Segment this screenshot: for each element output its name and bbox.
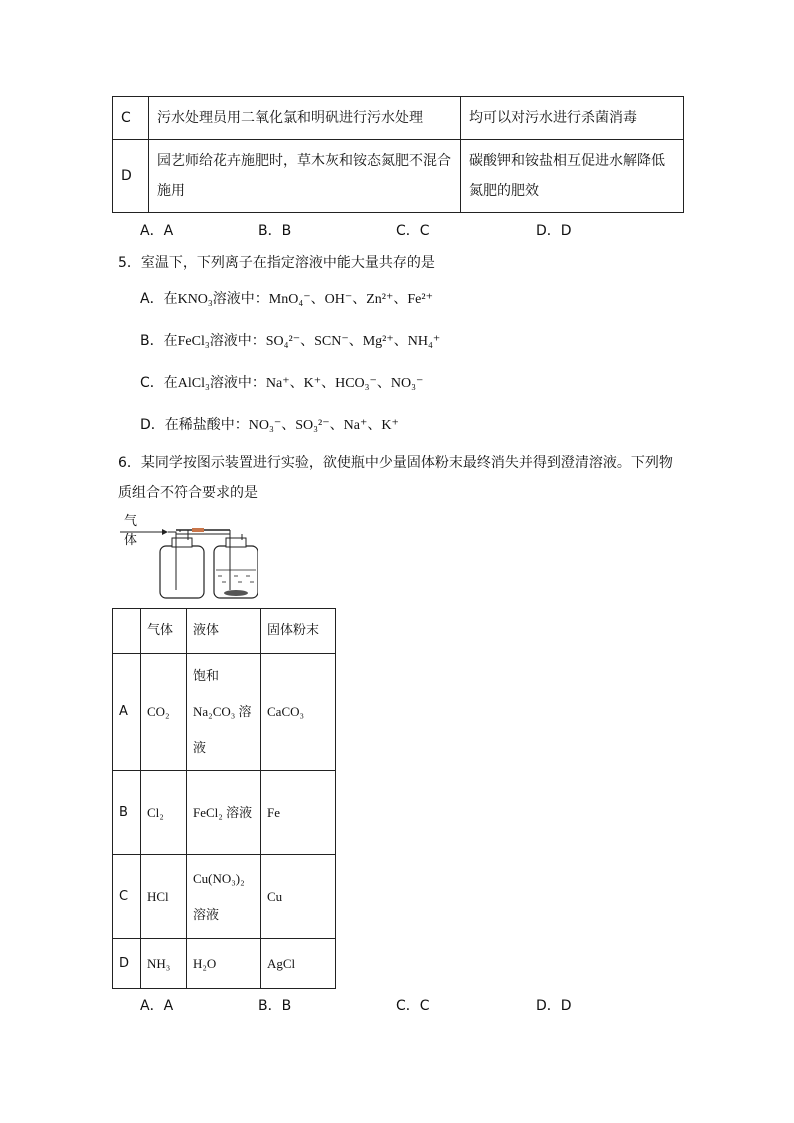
application-table [112, 96, 684, 213]
row-description: 污水处理员用二氧化氯和明矾进行污水处理 [149, 97, 461, 140]
choice-d[interactable]: D．D [536, 223, 572, 239]
q6-stem-line1: 6．某同学按图示装置进行实验，欲使瓶中少量固体粉末最终消失并得到澄清溶液。下列物 [118, 455, 673, 471]
reagent-table [112, 608, 336, 989]
choice-a[interactable]: A．A [140, 223, 174, 239]
choice-b[interactable]: B．B [258, 998, 292, 1014]
row-reason: 均可以对污水进行杀菌消毒 [461, 97, 684, 140]
q5-option-a[interactable]: A．在KNO₃溶液中：MnO₄⁻、OH⁻、Zn²⁺、Fe²⁺ [140, 291, 433, 307]
table-row [113, 97, 684, 140]
row-description: 园艺师给花卉施肥时，草木灰和铵态氮肥不混合施用 [149, 140, 461, 213]
header-liquid: 液体 [187, 609, 261, 654]
row-label: D [113, 140, 149, 213]
row-reason: 碳酸钾和铵盐相互促进水解降低氮肥的肥效 [461, 140, 684, 213]
header-solid: 固体粉末 [261, 609, 336, 654]
gas-label: 气体 [124, 514, 138, 548]
q6-stem-line2: 质组合不符合要求的是 [118, 485, 258, 501]
table-row: B Cl₂ FeCl₂ 溶液 Fe [113, 771, 336, 855]
table-row: C HCl Cu(NO₃)₂ 溶液 Cu [113, 855, 336, 939]
q5-stem: 5．室温下，下列离子在指定溶液中能大量共存的是 [118, 255, 435, 271]
q5-option-c[interactable]: C．在AlCl₃溶液中：Na⁺、K⁺、HCO₃⁻、NO₃⁻ [140, 375, 424, 391]
table-header-row [113, 609, 336, 654]
q5-option-d[interactable]: D．在稀盐酸中：NO₃⁻、SO₃²⁻、Na⁺、K⁺ [140, 417, 399, 433]
apparatus-svg [118, 510, 258, 600]
choice-b[interactable]: B．B [258, 223, 292, 239]
choice-a[interactable]: A．A [140, 998, 174, 1014]
table-row: A CO₂ 饱和 Na₂CO₃ 溶液 CaCO₃ [113, 654, 336, 771]
choice-c[interactable]: C．C [396, 998, 430, 1014]
header-gas: 气体 [141, 609, 187, 654]
choice-c[interactable]: C．C [396, 223, 430, 239]
choice-d[interactable]: D．D [536, 998, 572, 1014]
row-label: C [113, 97, 149, 140]
table-row [113, 140, 684, 213]
table-row: D NH₃ H₂O AgCl [113, 939, 336, 989]
q5-option-b[interactable]: B．在FeCl₃溶液中：SO₄²⁻、SCN⁻、Mg²⁺、NH₄⁺ [140, 333, 441, 349]
